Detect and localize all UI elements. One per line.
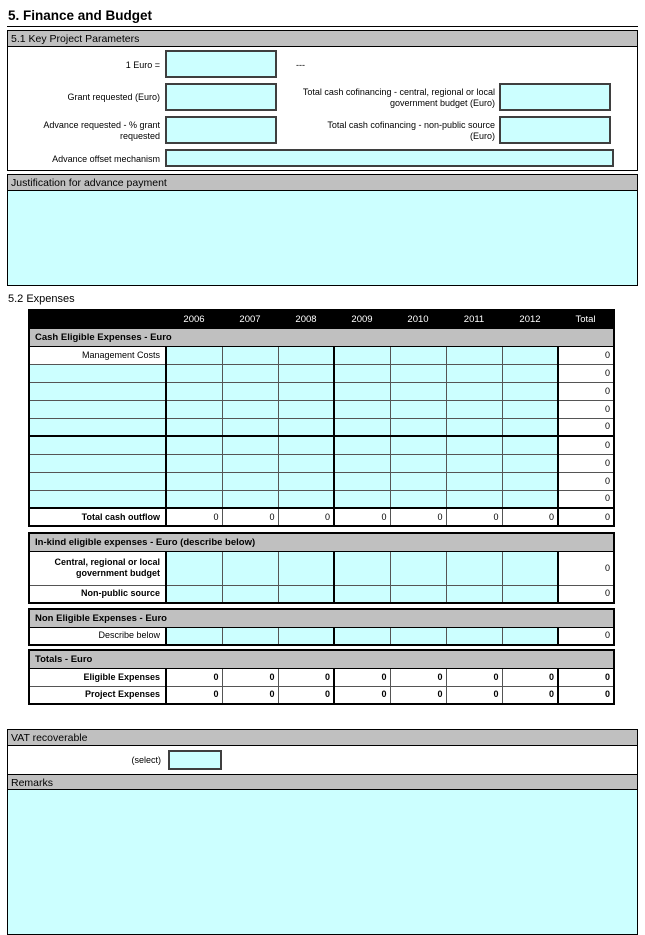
cash-row-1-total: 0 bbox=[558, 364, 614, 382]
cash-row-1-cell-2010[interactable] bbox=[390, 364, 446, 382]
cash-row-5-cell-2010[interactable] bbox=[390, 436, 446, 454]
cash-row-5-label-input[interactable] bbox=[29, 436, 166, 454]
year-col-2012: 2012 bbox=[502, 310, 558, 328]
cash-row-2-cell-2007[interactable] bbox=[222, 382, 278, 400]
cash-expenses-table bbox=[28, 309, 615, 527]
year-col-2008: 2008 bbox=[278, 310, 334, 328]
cash-row-7-label-input[interactable] bbox=[29, 472, 166, 490]
cash-row-8-total: 0 bbox=[558, 490, 614, 508]
cofinancing-nonpublic-input[interactable] bbox=[499, 116, 611, 144]
totals-row-0-cell-2009: 0 bbox=[334, 668, 390, 686]
cash-row-2-label-input[interactable] bbox=[29, 382, 166, 400]
year-col-2011: 2011 bbox=[446, 310, 502, 328]
cash-row-8-cell-2012[interactable] bbox=[502, 490, 558, 508]
advance-requested-input[interactable] bbox=[165, 116, 277, 144]
totals-row-1-total: 0 bbox=[558, 686, 614, 704]
totals-table bbox=[28, 649, 615, 705]
cash-row-7-total: 0 bbox=[558, 472, 614, 490]
key-params-section bbox=[7, 30, 638, 171]
inkind-row-0-cell-2010[interactable] bbox=[390, 551, 446, 585]
totals-row-1-cell-2008: 0 bbox=[278, 686, 334, 704]
advance-offset-input[interactable] bbox=[165, 149, 614, 167]
cash-row-0-cell-2006[interactable] bbox=[166, 346, 222, 364]
inkind-row-1-cell-2008[interactable] bbox=[278, 585, 334, 603]
cash-row-5-cell-2009[interactable] bbox=[334, 436, 390, 454]
cash-row-6-cell-2011[interactable] bbox=[446, 454, 502, 472]
inkind-row-1-label: Non-public source bbox=[29, 585, 166, 603]
cash-row-8-cell-2009[interactable] bbox=[334, 490, 390, 508]
non-eligible-row-0-cell-2006[interactable] bbox=[166, 627, 222, 645]
cash-total-row-total: 0 bbox=[558, 508, 614, 526]
cash-row-3-cell-2006[interactable] bbox=[166, 400, 222, 418]
cash-row-2-cell-2012[interactable] bbox=[502, 382, 558, 400]
cash-row-7-cell-2007[interactable] bbox=[222, 472, 278, 490]
cash-row-8-cell-2011[interactable] bbox=[446, 490, 502, 508]
cash-row-6-cell-2008[interactable] bbox=[278, 454, 334, 472]
cash-row-8-label-input[interactable] bbox=[29, 490, 166, 508]
cash-row-6-cell-2012[interactable] bbox=[502, 454, 558, 472]
cash-row-2-cell-2009[interactable] bbox=[334, 382, 390, 400]
cash-row-0-cell-2008[interactable] bbox=[278, 346, 334, 364]
cash-row-4-cell-2011[interactable] bbox=[446, 418, 502, 436]
non-eligible-row-0-cell-2010[interactable] bbox=[390, 627, 446, 645]
cash-row-4-label-input[interactable] bbox=[29, 418, 166, 436]
inkind-row-1-total: 0 bbox=[558, 585, 614, 603]
cash-row-4-cell-2012[interactable] bbox=[502, 418, 558, 436]
cash-row-6-cell-2006[interactable] bbox=[166, 454, 222, 472]
cash-row-0-cell-2009[interactable] bbox=[334, 346, 390, 364]
cash-row-6-cell-2010[interactable] bbox=[390, 454, 446, 472]
cash-row-8-cell-2006[interactable] bbox=[166, 490, 222, 508]
totals-row-0-cell-2010: 0 bbox=[390, 668, 446, 686]
cash-row-3-cell-2012[interactable] bbox=[502, 400, 558, 418]
non-eligible-row-0-cell-2007[interactable] bbox=[222, 627, 278, 645]
totals-row-1-label: Project Expenses bbox=[29, 686, 166, 704]
cash-total-row-label: Total cash outflow bbox=[29, 508, 166, 526]
cash-row-7-cell-2012[interactable] bbox=[502, 472, 558, 490]
non-eligible-row-0-cell-2008[interactable] bbox=[278, 627, 334, 645]
cash-row-4-cell-2006[interactable] bbox=[166, 418, 222, 436]
cash-row-7-cell-2009[interactable] bbox=[334, 472, 390, 490]
cash-row-5-cell-2007[interactable] bbox=[222, 436, 278, 454]
advance-requested-label: Advance requested - % grant requested bbox=[43, 120, 160, 141]
cash-row-3-cell-2011[interactable] bbox=[446, 400, 502, 418]
remarks-header: Remarks bbox=[8, 774, 637, 790]
vat-remarks-section bbox=[7, 729, 638, 935]
year-col-2006: 2006 bbox=[166, 310, 222, 328]
cash-row-0-cell-2011[interactable] bbox=[446, 346, 502, 364]
grant-requested-label: Grant requested (Euro) bbox=[67, 92, 160, 102]
inkind-row-1-cell-2009[interactable] bbox=[334, 585, 390, 603]
cash-row-5-cell-2012[interactable] bbox=[502, 436, 558, 454]
inkind-row-0-cell-2007[interactable] bbox=[222, 551, 278, 585]
cash-total-row-cell-2009: 0 bbox=[334, 508, 390, 526]
cash-row-5-cell-2006[interactable] bbox=[166, 436, 222, 454]
year-col-2007: 2007 bbox=[222, 310, 278, 328]
cash-row-5-total: 0 bbox=[558, 436, 614, 454]
inkind-row-1-cell-2007[interactable] bbox=[222, 585, 278, 603]
cash-row-7-cell-2008[interactable] bbox=[278, 472, 334, 490]
cash-row-7-cell-2006[interactable] bbox=[166, 472, 222, 490]
key-params-header: 5.1 Key Project Parameters bbox=[8, 31, 637, 47]
totals-row-0-cell-2007: 0 bbox=[222, 668, 278, 686]
cash-row-7-cell-2010[interactable] bbox=[390, 472, 446, 490]
totals-row-0-label: Eligible Expenses bbox=[29, 668, 166, 686]
cash-row-0-cell-2012[interactable] bbox=[502, 346, 558, 364]
euro-rate-input[interactable] bbox=[165, 50, 277, 78]
cash-row-1-cell-2008[interactable] bbox=[278, 364, 334, 382]
inkind-row-0-cell-2006[interactable] bbox=[166, 551, 222, 585]
cash-row-3-cell-2009[interactable] bbox=[334, 400, 390, 418]
cash-row-1-cell-2009[interactable] bbox=[334, 364, 390, 382]
inkind-row-0-cell-2008[interactable] bbox=[278, 551, 334, 585]
grant-requested-input[interactable] bbox=[165, 83, 277, 111]
cash-row-8-cell-2010[interactable] bbox=[390, 490, 446, 508]
cash-row-8-cell-2008[interactable] bbox=[278, 490, 334, 508]
cash-total-row-cell-2011: 0 bbox=[446, 508, 502, 526]
cash-row-4-cell-2007[interactable] bbox=[222, 418, 278, 436]
cash-row-1-cell-2012[interactable] bbox=[502, 364, 558, 382]
cash-row-4-cell-2010[interactable] bbox=[390, 418, 446, 436]
vat-select-label: (select) bbox=[131, 755, 161, 765]
inkind-row-1-cell-2006[interactable] bbox=[166, 585, 222, 603]
totals-row-0-total: 0 bbox=[558, 668, 614, 686]
page-title: 5. Finance and Budget bbox=[7, 0, 638, 27]
totals-row-0-cell-2008: 0 bbox=[278, 668, 334, 686]
totals-row-1-cell-2009: 0 bbox=[334, 686, 390, 704]
totals-row-1-cell-2012: 0 bbox=[502, 686, 558, 704]
cash-row-2-cell-2008[interactable] bbox=[278, 382, 334, 400]
non-eligible-section-band: Non Eligible Expenses - Euro bbox=[29, 609, 614, 627]
non-eligible-row-0-total: 0 bbox=[558, 627, 614, 645]
totals-row-1-cell-2011: 0 bbox=[446, 686, 502, 704]
totals-section-band: Totals - Euro bbox=[29, 650, 614, 668]
cash-row-1-cell-2006[interactable] bbox=[166, 364, 222, 382]
totals-row-1-cell-2006: 0 bbox=[166, 686, 222, 704]
cash-row-6-cell-2009[interactable] bbox=[334, 454, 390, 472]
vat-select[interactable] bbox=[168, 750, 222, 770]
cash-row-6-label-input[interactable] bbox=[29, 454, 166, 472]
non-eligible-row-0-cell-2011[interactable] bbox=[446, 627, 502, 645]
justification-section bbox=[7, 174, 638, 286]
totals-row-0-cell-2011: 0 bbox=[446, 668, 502, 686]
cash-total-row-cell-2007: 0 bbox=[222, 508, 278, 526]
inkind-section-band: In-kind eligible expenses - Euro (describe below) bbox=[29, 533, 614, 551]
cash-row-5-cell-2011[interactable] bbox=[446, 436, 502, 454]
non-eligible-row-0-cell-2012[interactable] bbox=[502, 627, 558, 645]
cash-row-2-cell-2010[interactable] bbox=[390, 382, 446, 400]
inkind-row-0-cell-2012[interactable] bbox=[502, 551, 558, 585]
cash-row-2-total: 0 bbox=[558, 382, 614, 400]
inkind-row-0-cell-2011[interactable] bbox=[446, 551, 502, 585]
cash-row-4-total: 0 bbox=[558, 418, 614, 436]
remarks-textarea[interactable] bbox=[8, 790, 637, 934]
cash-row-3-total: 0 bbox=[558, 400, 614, 418]
cash-total-row-cell-2010: 0 bbox=[390, 508, 446, 526]
totals-row-0-cell-2012: 0 bbox=[502, 668, 558, 686]
cash-row-0-cell-2010[interactable] bbox=[390, 346, 446, 364]
expenses-title: 5.2 Expenses bbox=[8, 293, 75, 305]
cofinancing-nonpublic-label: Total cash cofinancing - non-public source (Euro) bbox=[327, 120, 495, 141]
non-eligible-expenses-table bbox=[28, 608, 615, 646]
justification-header: Justification for advance payment bbox=[8, 175, 637, 191]
non-eligible-row-0-label: Describe below bbox=[29, 627, 166, 645]
inkind-row-0-label: Central, regional or local government budget bbox=[29, 551, 166, 585]
cash-row-3-cell-2007[interactable] bbox=[222, 400, 278, 418]
cash-row-1-cell-2011[interactable] bbox=[446, 364, 502, 382]
cash-row-1-label-input[interactable] bbox=[29, 364, 166, 382]
year-col-total: Total bbox=[558, 310, 614, 328]
cash-row-3-label-input[interactable] bbox=[29, 400, 166, 418]
cash-row-2-cell-2011[interactable] bbox=[446, 382, 502, 400]
cash-row-8-cell-2007[interactable] bbox=[222, 490, 278, 508]
inkind-row-0-total: 0 bbox=[558, 551, 614, 585]
year-col-2010: 2010 bbox=[390, 310, 446, 328]
inkind-row-1-cell-2012[interactable] bbox=[502, 585, 558, 603]
cofinancing-govt-input[interactable] bbox=[499, 83, 611, 111]
cofinancing-govt-label: Total cash cofinancing - central, regional or local government budget (Euro) bbox=[302, 87, 495, 108]
cash-row-6-cell-2007[interactable] bbox=[222, 454, 278, 472]
cash-row-0-total: 0 bbox=[558, 346, 614, 364]
inkind-row-1-cell-2011[interactable] bbox=[446, 585, 502, 603]
cash-row-0-label: Management Costs bbox=[29, 346, 166, 364]
non-eligible-row-0-cell-2009[interactable] bbox=[334, 627, 390, 645]
page bbox=[7, 0, 638, 935]
justification-textarea[interactable] bbox=[8, 191, 637, 285]
cash-total-row-cell-2006: 0 bbox=[166, 508, 222, 526]
inkind-expenses-table bbox=[28, 532, 615, 604]
cash-total-row-cell-2012: 0 bbox=[502, 508, 558, 526]
advance-offset-label: Advance offset mechanism bbox=[52, 154, 160, 164]
cash-row-3-cell-2010[interactable] bbox=[390, 400, 446, 418]
vat-header: VAT recoverable bbox=[8, 730, 637, 746]
cash-row-1-cell-2007[interactable] bbox=[222, 364, 278, 382]
euro-rate-label: 1 Euro = bbox=[125, 60, 160, 70]
cash-row-4-cell-2009[interactable] bbox=[334, 418, 390, 436]
cash-row-4-cell-2008[interactable] bbox=[278, 418, 334, 436]
inkind-row-0-cell-2009[interactable] bbox=[334, 551, 390, 585]
cash-row-2-cell-2006[interactable] bbox=[166, 382, 222, 400]
year-col-2009: 2009 bbox=[334, 310, 390, 328]
cash-row-7-cell-2011[interactable] bbox=[446, 472, 502, 490]
cash-section-band: Cash Eligible Expenses - Euro bbox=[29, 328, 614, 346]
cash-row-3-cell-2008[interactable] bbox=[278, 400, 334, 418]
cash-row-5-cell-2008[interactable] bbox=[278, 436, 334, 454]
totals-row-1-cell-2007: 0 bbox=[222, 686, 278, 704]
cash-row-6-total: 0 bbox=[558, 454, 614, 472]
cash-total-row-cell-2008: 0 bbox=[278, 508, 334, 526]
vat-row bbox=[8, 746, 637, 774]
inkind-row-1-cell-2010[interactable] bbox=[390, 585, 446, 603]
totals-row-0-cell-2006: 0 bbox=[166, 668, 222, 686]
cash-row-0-cell-2007[interactable] bbox=[222, 346, 278, 364]
key-params-body bbox=[8, 47, 637, 170]
euro-rate-suffix: --- bbox=[296, 60, 305, 70]
year-header-spacer bbox=[29, 310, 166, 328]
totals-row-1-cell-2010: 0 bbox=[390, 686, 446, 704]
